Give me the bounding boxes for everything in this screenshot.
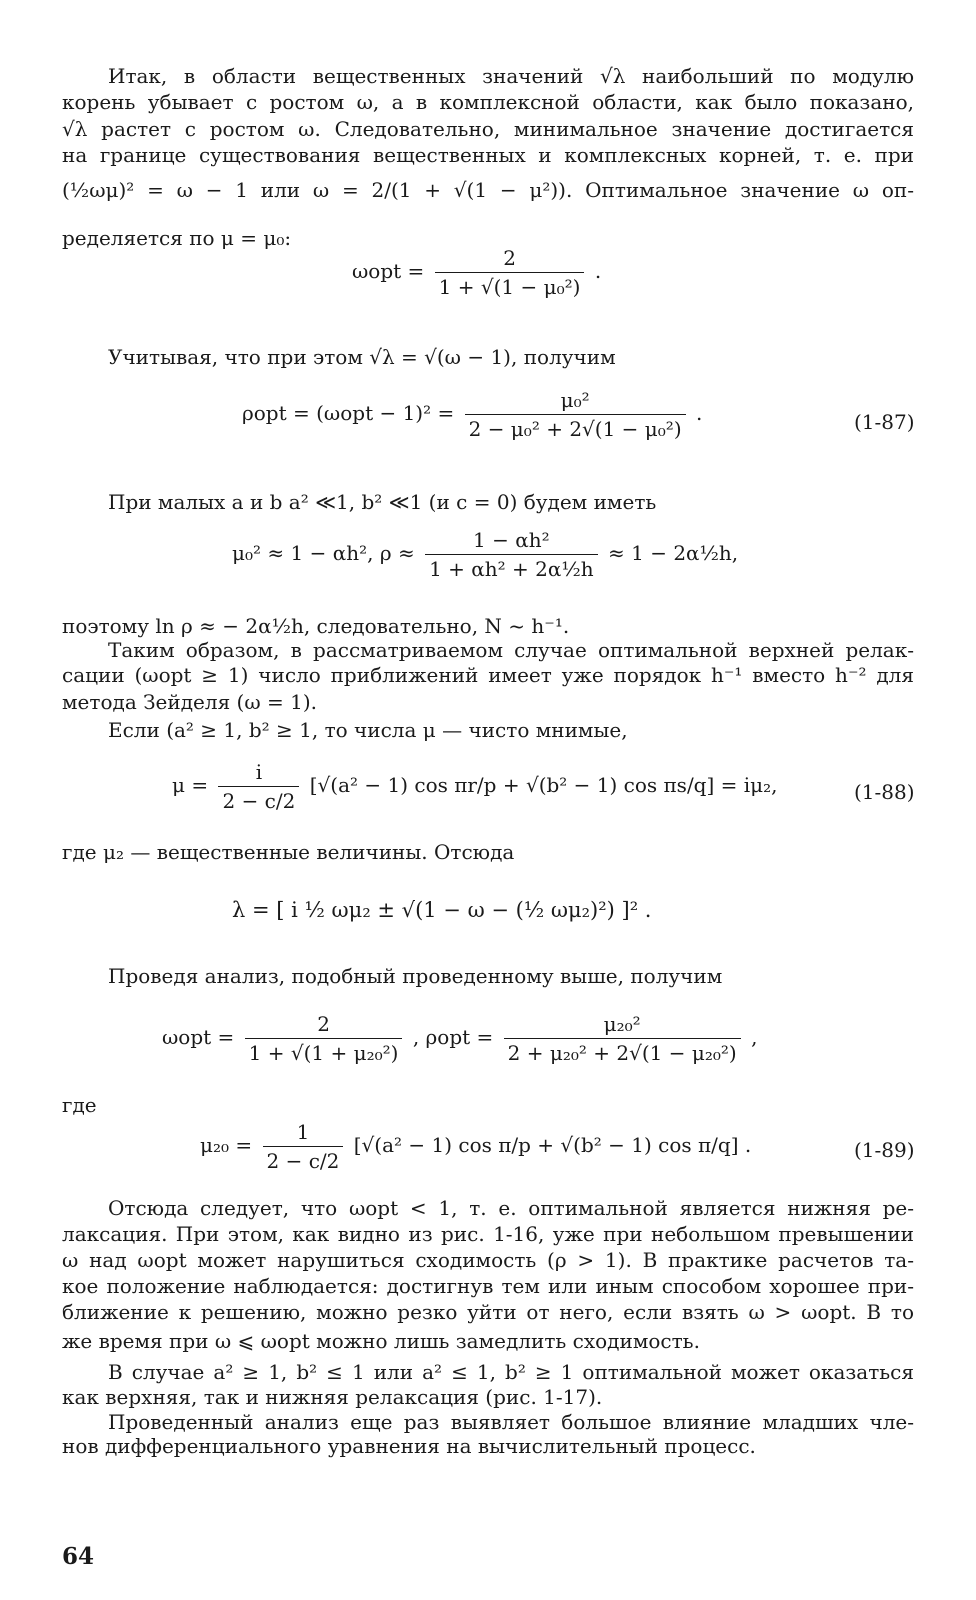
page-number: 64: [62, 1543, 95, 1570]
text-line: нов дифференциального уравнения на вычислительный процесс.: [62, 1434, 756, 1458]
text-line: поэтому ln ρ ≈ − 2α½h, следовательно, N ~ h⁻¹.: [62, 614, 570, 638]
text-line: Проведенный анализ еще раз выявляет большое влияние младших чле-: [108, 1410, 914, 1434]
equation-number: (1-87): [854, 410, 915, 434]
text-line: где: [62, 1093, 97, 1117]
text-line: кое положение наблюдается: достигнув тем или иным способом хорошее при-: [62, 1274, 914, 1298]
text-line: ределяется по μ = μ₀:: [62, 226, 292, 250]
text-line: корень убывает с ростом ω, а в комплексной области, как было показано,: [62, 90, 914, 114]
text-line: Учитывая, что при этом √λ = √(ω − 1), получим: [108, 345, 616, 369]
equation-omega-opt: ωopt = $\frac{2}{\text{1 + √(1 − μ₀²)}}$ .: [352, 246, 602, 299]
equation-number: (1-88): [854, 780, 915, 804]
text-line: ω над ωopt может нарушиться сходимость (ρ > 1). В практике расчетов та-: [62, 1248, 914, 1272]
text-line: на границе существования вещественных и комплексных корней, т. е. при: [62, 143, 914, 167]
text-line: Таким образом, в рассматриваемом случае оптимальной верхней релак-: [108, 638, 914, 662]
text-line: где μ₂ — вещественные величины. Отсюда: [62, 840, 515, 864]
text-line: Итак, в области вещественных значений √λ наибольший по модулю: [108, 64, 914, 88]
text-line: же время при ω ⩽ ωopt можно лишь замедлить сходимость.: [62, 1329, 700, 1353]
text-line: При малых a и b a² ≪1, b² ≪1 (и c = 0) будем иметь: [108, 490, 657, 514]
text-line: метода Зейделя (ω = 1).: [62, 690, 318, 714]
equation-number: (1-89): [854, 1138, 915, 1162]
text-line: сации (ωopt ≥ 1) число приближений имеет уже порядок h⁻¹ вместо h⁻² для: [62, 663, 914, 687]
text-line: Если (a² ≥ 1, b² ≥ 1, то числа μ — чисто мнимые,: [108, 718, 628, 742]
text-line: Отсюда следует, что ωopt < 1, т. е. оптимальной является нижняя ре-: [108, 1196, 914, 1220]
equation-1-89: μ₂₀ = $\frac{1}{2 - c/2}$ [√(a² − 1) cos π/p + √(b² − 1) cos π/q] .: [200, 1120, 752, 1173]
text-line: В случае a² ≥ 1, b² ≤ 1 или a² ≤ 1, b² ≥ 1 оптимальной может оказаться: [108, 1360, 914, 1384]
text-line: как верхняя, так и нижняя релаксация (рис. 1-17).: [62, 1385, 603, 1409]
equation-1-87: ρopt = (ωopt − 1)² = $\frac{\text{μ₀²}}{\text{2 − μ₀² + 2√(1 − μ₀²)}}$ .: [242, 388, 703, 441]
text-line: ближение к решению, можно резко уйти от него, если взять ω > ωopt. В то: [62, 1300, 914, 1324]
text-line: √λ растет с ростом ω. Следовательно, минимальное значение достигается: [62, 117, 914, 141]
equation-lambda: λ = [ i ½ ωμ₂ ± √(1 − ω − (½ ωμ₂)²) ]² .: [232, 898, 652, 922]
text-line: лаксация. При этом, как видно из рис. 1-16, уже при небольшом превышении: [62, 1222, 914, 1246]
equation-mu0-rho: μ₀² ≈ 1 − αh², ρ ≈ $\frac{\text{1 − αh²}}{\text{1 + αh² + 2α½h}}$ ≈ 1 − 2α½h,: [232, 528, 739, 581]
equation-1-88: μ = $\frac{i}{2 - c/2}$ [√(a² − 1) cos πr/p + √(b² − 1) cos πs/q] = iμ₂,: [172, 760, 778, 813]
equation-omega-rho-opt: ωopt = $\frac{2}{\text{1 + √(1 + μ₂₀²)}}$ , ρopt = $\frac{\text{μ₂₀²}}{\text{2 + μ₂₀² + 2√(1 − μ₂₀²)}}$ ,: [162, 1012, 758, 1065]
text-line: (½ωμ)² = ω − 1 или ω = 2/(1 + √(1 − μ²)). Оптимальное значение ω оп-: [62, 178, 914, 202]
text-line: Проведя анализ, подобный проведенному выше, получим: [108, 964, 723, 988]
